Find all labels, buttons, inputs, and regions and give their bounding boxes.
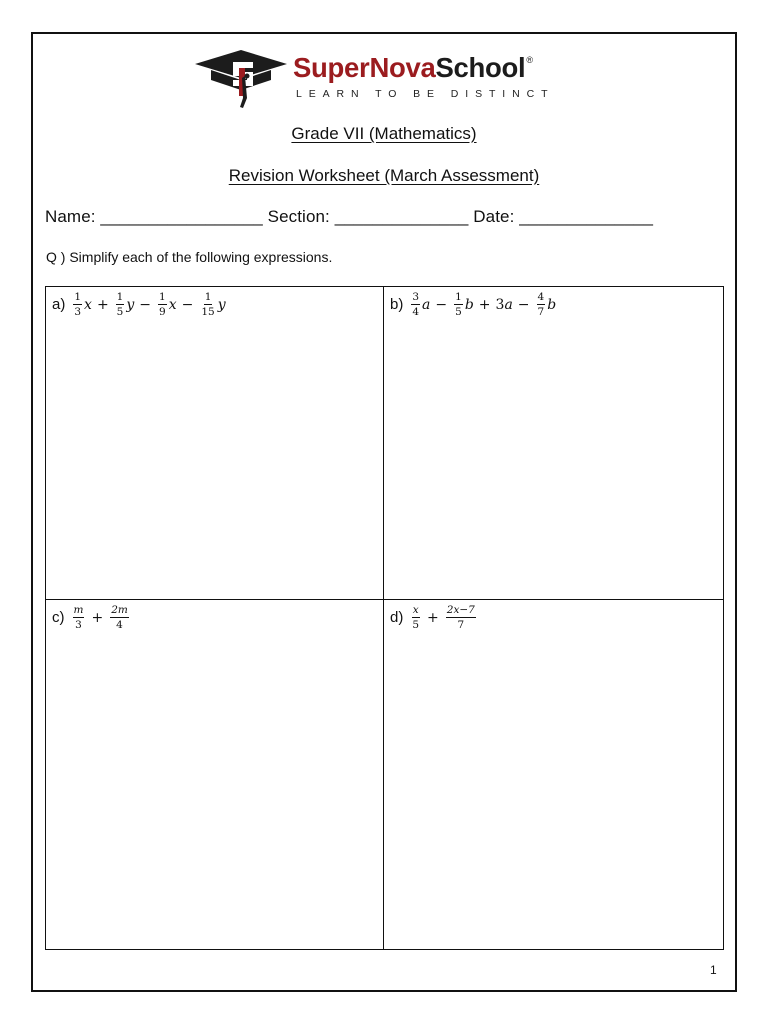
worksheet-title: Revision Worksheet (March Assessment) bbox=[228, 166, 540, 185]
problem-label-b: b) bbox=[390, 296, 404, 314]
denominator: 7 bbox=[457, 619, 465, 632]
denominator: 5 bbox=[455, 306, 462, 319]
denominator: 5 bbox=[116, 306, 124, 319]
fraction bbox=[537, 291, 546, 318]
operator: − bbox=[435, 296, 448, 313]
school-logo bbox=[193, 44, 573, 110]
problem-label-c: c) bbox=[52, 609, 65, 627]
registered-mark: ® bbox=[526, 55, 533, 65]
question-prompt: Q ) Simplify each of the following expressions. bbox=[46, 249, 333, 265]
fraction bbox=[454, 291, 463, 318]
numerator: 1 bbox=[204, 291, 213, 305]
page-number: 1 bbox=[710, 963, 717, 977]
variable: y bbox=[217, 296, 226, 313]
variable: a bbox=[422, 296, 431, 313]
variable: b bbox=[464, 296, 474, 313]
variable: y bbox=[126, 296, 135, 313]
expression-c bbox=[52, 604, 131, 631]
variable: a bbox=[504, 296, 513, 313]
numerator bbox=[73, 604, 85, 618]
numerator: 4 bbox=[537, 291, 546, 305]
operator: − bbox=[181, 296, 194, 313]
variable: x bbox=[84, 296, 92, 313]
denominator: 4 bbox=[116, 619, 123, 632]
fraction bbox=[116, 291, 125, 318]
fraction bbox=[110, 604, 129, 631]
answer-box-c[interactable] bbox=[46, 600, 384, 949]
denominator: 5 bbox=[412, 619, 420, 632]
variable: x bbox=[168, 296, 177, 313]
brand-tagline: LEARN TO BE DISTINCT bbox=[296, 88, 555, 100]
numerator: 1 bbox=[158, 291, 167, 305]
answer-box-d[interactable] bbox=[384, 600, 723, 949]
operator: + bbox=[96, 296, 109, 313]
expression-a bbox=[52, 291, 226, 318]
numerator: 3 bbox=[411, 291, 420, 305]
brand-name-school: School bbox=[435, 52, 526, 83]
answer-grid bbox=[45, 286, 724, 950]
operator: + bbox=[91, 609, 104, 626]
brand-name-super: Super bbox=[293, 52, 370, 83]
problem-label-d: d) bbox=[390, 609, 404, 627]
answer-box-a[interactable] bbox=[46, 287, 384, 600]
expression-d bbox=[390, 604, 478, 631]
grade-title: Grade VII (Mathematics) bbox=[291, 124, 477, 143]
expression-b bbox=[390, 291, 556, 318]
denominator: 9 bbox=[159, 306, 166, 319]
graduation-cap-s-logo-icon bbox=[193, 46, 289, 110]
numerator-text: x bbox=[412, 604, 419, 616]
numerator bbox=[412, 604, 420, 618]
fraction bbox=[158, 291, 167, 318]
operator: − bbox=[139, 296, 152, 313]
fraction bbox=[73, 604, 85, 631]
coefficient: 3 bbox=[495, 296, 505, 313]
variable: b bbox=[547, 296, 557, 313]
numerator: 1 bbox=[454, 291, 463, 305]
numerator: 1 bbox=[116, 291, 125, 305]
brand-name-nova: Nova bbox=[369, 52, 436, 83]
fraction bbox=[200, 291, 215, 318]
denominator: 4 bbox=[412, 306, 420, 319]
numerator-text: 2m bbox=[111, 604, 128, 616]
operator: − bbox=[517, 296, 530, 313]
operator: + bbox=[478, 296, 491, 313]
numerator-text: m bbox=[73, 604, 84, 616]
fraction bbox=[73, 291, 82, 318]
numerator: 1 bbox=[73, 291, 82, 305]
denominator: 3 bbox=[75, 619, 82, 632]
fraction bbox=[411, 604, 420, 631]
brand-name bbox=[293, 54, 532, 82]
denominator: 15 bbox=[201, 306, 215, 319]
fraction bbox=[411, 291, 420, 318]
answer-box-b[interactable] bbox=[384, 287, 723, 600]
numerator bbox=[446, 604, 476, 618]
denominator: 3 bbox=[74, 306, 82, 319]
numerator-text: 2x−7 bbox=[446, 604, 475, 616]
problem-label-a: a) bbox=[52, 296, 66, 314]
operator: + bbox=[427, 609, 439, 626]
denominator: 7 bbox=[537, 306, 545, 319]
student-info-line: Name: _________________ Section: ______________ Date: ______________ bbox=[45, 207, 654, 226]
numerator bbox=[110, 604, 129, 618]
fraction bbox=[446, 604, 476, 631]
